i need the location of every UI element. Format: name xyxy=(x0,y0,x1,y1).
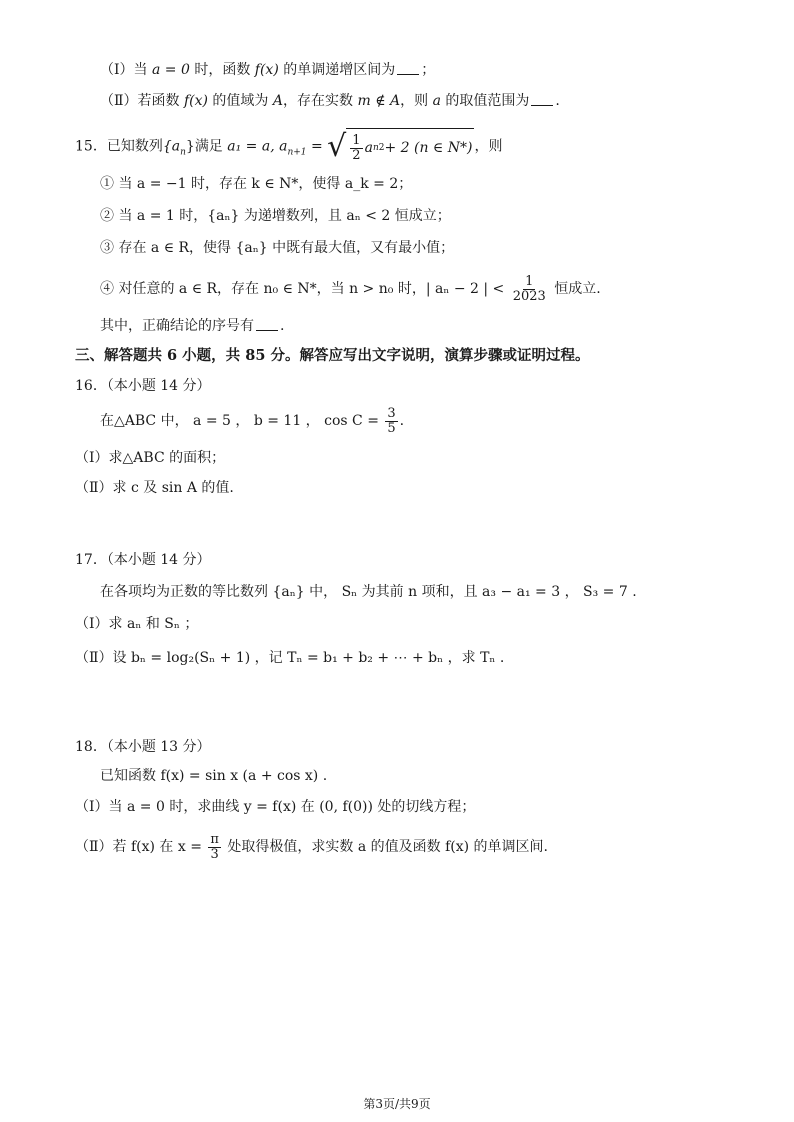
p17-part-i: （Ⅰ）求 aₙ 和 Sₙ ； xyxy=(75,616,199,632)
math: a₁ = a, a xyxy=(227,138,288,155)
p15-option-4 xyxy=(100,272,601,306)
math: 2 xyxy=(378,143,385,153)
numerator: π xyxy=(210,831,219,847)
p14-part-i xyxy=(100,60,435,80)
p16-part-i: （Ⅰ）求△ABC 的面积； xyxy=(75,450,226,466)
math: n xyxy=(180,147,186,158)
p15-question xyxy=(100,316,284,336)
fraction xyxy=(385,407,397,436)
numerator: 1 xyxy=(352,132,361,148)
fraction xyxy=(511,275,548,304)
sqrt-expression xyxy=(327,128,474,165)
text: 其中，正确结论的序号有 xyxy=(100,318,254,334)
text: ，则 xyxy=(400,93,433,109)
text: （Ⅰ）当 xyxy=(100,62,152,78)
text: 满足 xyxy=(194,138,228,155)
text: 处取得极值，求实数 a 的值及函数 f(x) 的单调区间. xyxy=(222,839,549,855)
text: 已知数列 xyxy=(106,138,163,155)
text: 在△ABC 中， a = 5 ， b = 11 ， cos C = xyxy=(100,413,384,429)
page-number: 第3页/共9页 xyxy=(363,1097,431,1111)
answer-blank xyxy=(256,316,278,331)
math: f(x) xyxy=(254,62,279,78)
radical-sign: √ xyxy=(327,128,347,164)
p18-header: 18．（本小题 13 分） xyxy=(75,739,211,755)
section-heading: 三、解答题共 6 小题，共 85 分。解答应写出文字说明，演算步骤或证明过程。 xyxy=(75,347,590,364)
math: + 2 (n ∈ N*) xyxy=(384,140,473,156)
text: ，存在实数 xyxy=(283,93,358,109)
p15-option-1: ① 当 a = −1 时，存在 k ∈ N*，使得 a_k = 2； xyxy=(100,176,413,192)
text: 的值域为 xyxy=(207,93,273,109)
math: n xyxy=(372,143,379,153)
text: （Ⅱ）若 f(x) 在 x = xyxy=(75,839,207,855)
text: 恒成立. xyxy=(549,281,601,297)
p15-stem xyxy=(75,128,502,169)
p17-part-ii: （Ⅱ）设 bₙ = log₂(Sₙ + 1) ，记 Tₙ = b₁ + b₂ + ⋯ + bₙ ，求 Tₙ . xyxy=(75,650,505,666)
p16-header: 16．（本小题 14 分） xyxy=(75,378,211,394)
math: a = 0 xyxy=(151,62,190,78)
p16-stem xyxy=(100,404,404,438)
math: {a xyxy=(162,138,181,155)
p17-stem: 在各项均为正数的等比数列 {aₙ} 中， Sₙ 为其前 n 项和，且 a₃ − a₁ = 3 ， S₃ = 7 . xyxy=(100,584,637,600)
p15-option-3: ③ 存在 a ∈ R，使得 {aₙ} 中既有最大值，又有最小值； xyxy=(100,240,455,256)
text: . xyxy=(399,413,405,429)
p17-header: 17．（本小题 14 分） xyxy=(75,552,211,568)
text: （Ⅱ）若函数 xyxy=(100,93,184,109)
p18-part-ii xyxy=(75,830,548,864)
answer-blank xyxy=(397,60,419,75)
text: 的取值范围为 xyxy=(440,93,530,109)
math: m ∉ A xyxy=(357,93,401,109)
denominator: 2023 xyxy=(512,288,546,304)
p15-option-2: ② 当 a = 1 时，{aₙ} 为递增数列，且 aₙ < 2 恒成立； xyxy=(100,208,451,224)
math: n+1 xyxy=(287,147,307,158)
math: a xyxy=(432,93,441,109)
math: f(x) xyxy=(183,93,208,109)
math: a xyxy=(364,140,373,156)
text: ④ 对任意的 a ∈ R，存在 n₀ ∈ N*，当 n > n₀ 时，| aₙ − 2 | < xyxy=(100,281,509,297)
math: = xyxy=(306,138,328,155)
p16-part-ii: （Ⅱ）求 c 及 sin A 的值. xyxy=(75,480,234,496)
denominator: 3 xyxy=(210,846,219,862)
radicand xyxy=(346,128,474,165)
p14-part-ii xyxy=(100,91,560,111)
numerator: 1 xyxy=(525,273,534,289)
fraction xyxy=(208,833,221,862)
text: 时，函数 xyxy=(189,62,255,78)
text: . xyxy=(555,93,560,109)
denominator: 5 xyxy=(387,420,396,436)
answer-blank xyxy=(531,91,553,106)
math: } xyxy=(185,138,195,155)
text: 的单调递增区间为 xyxy=(278,62,396,78)
text: ； xyxy=(421,62,436,78)
problem-number: 15． xyxy=(75,138,107,155)
p18-part-i: （Ⅰ）当 a = 0 时，求曲线 y = f(x) 在 (0, f(0)) 处的切线方程； xyxy=(75,799,476,815)
text: . xyxy=(280,318,285,334)
denominator: 2 xyxy=(352,147,361,163)
fraction xyxy=(350,134,362,163)
math: A xyxy=(272,93,284,109)
numerator: 3 xyxy=(387,405,396,421)
p18-stem: 已知函数 f(x) = sin x (a + cos x) . xyxy=(100,768,328,784)
text: ，则 xyxy=(474,138,503,155)
